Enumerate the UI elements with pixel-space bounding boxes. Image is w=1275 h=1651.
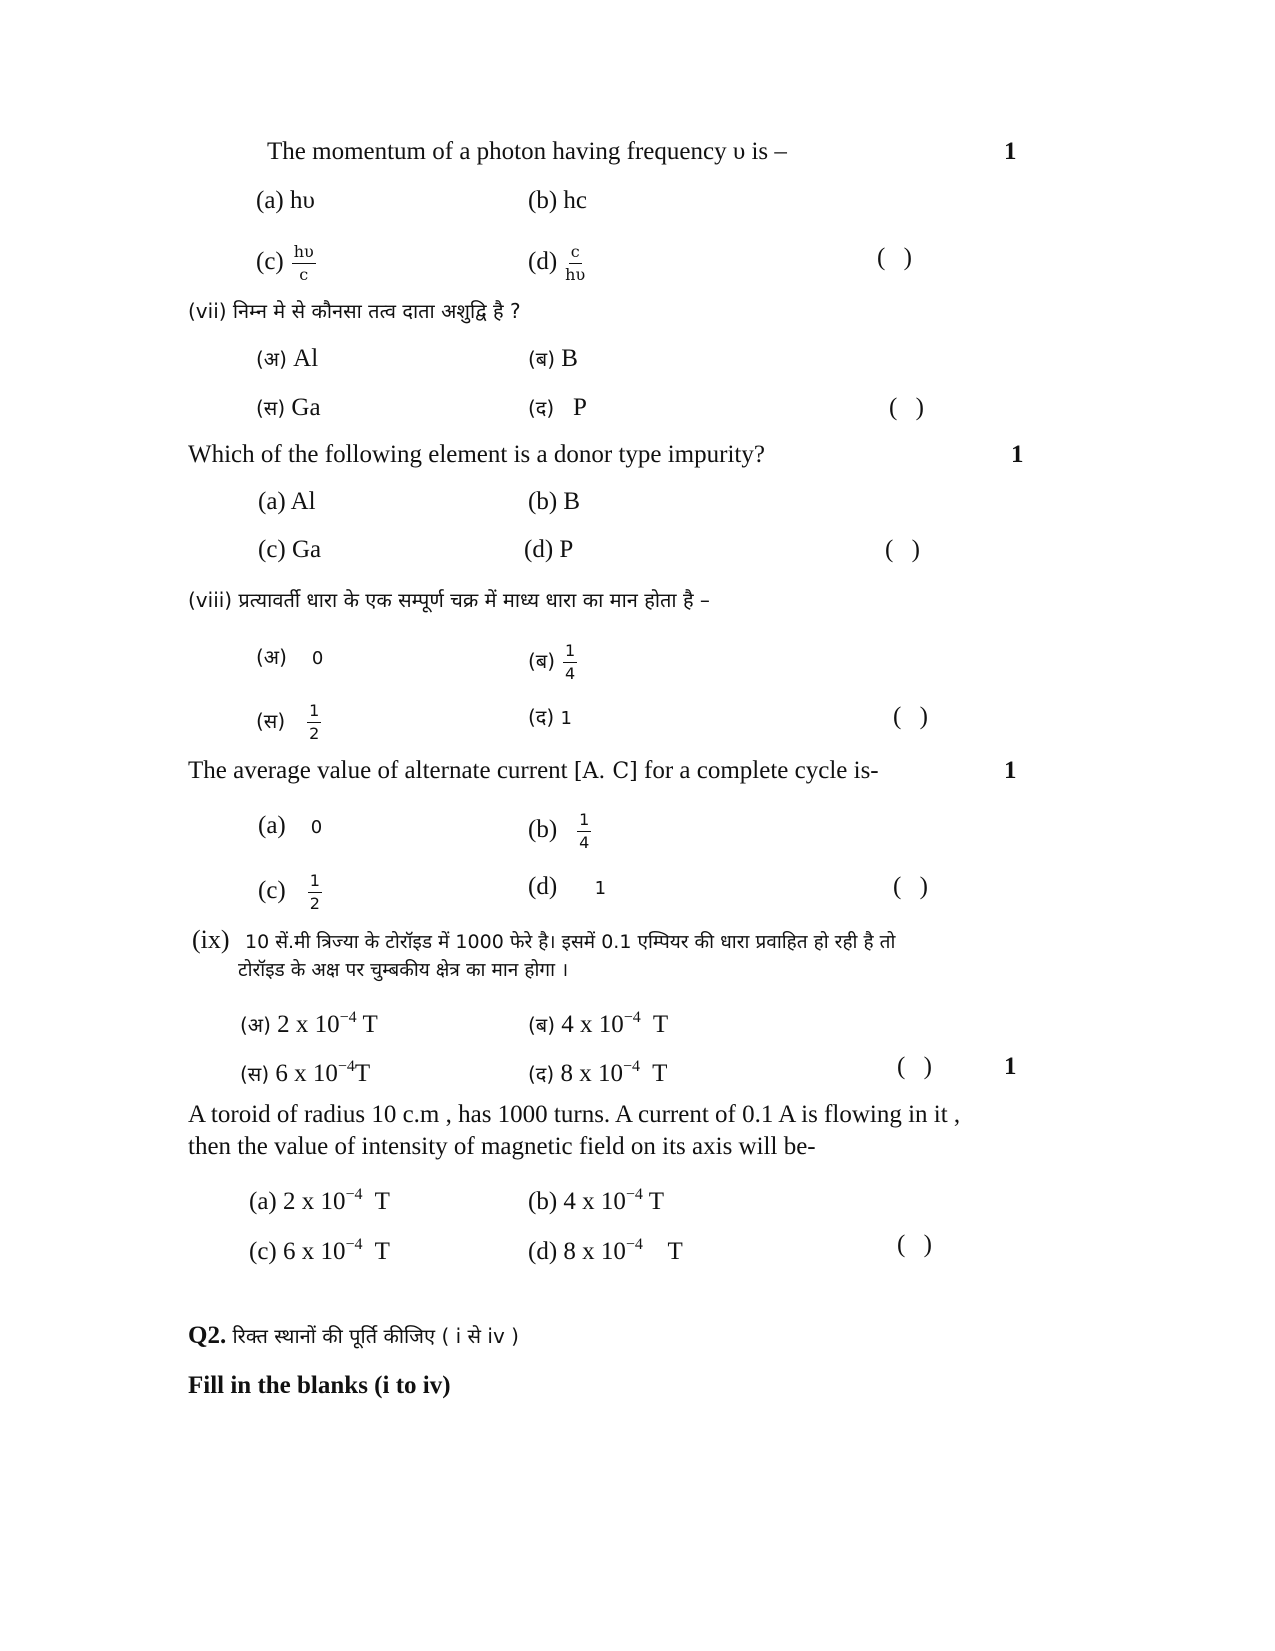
numerator: 1	[577, 811, 591, 832]
option-label: (अ)	[240, 1013, 271, 1037]
question-text: निम्न मे से कौनसा तत्व दाता अशुद्वि है ?	[232, 299, 521, 323]
option-d	[528, 702, 572, 734]
option-unit: T	[374, 1188, 390, 1215]
option-base: 2 x 10	[277, 1011, 340, 1038]
question-text: प्रत्यावर्ती धारा के एक सम्पूर्ण चक्र में माध्य धारा का मान होता है –	[238, 588, 710, 612]
option-c	[240, 1052, 370, 1089]
numerator: 1	[308, 872, 322, 893]
option-label: (स)	[240, 1062, 270, 1086]
option-value: 1	[560, 708, 572, 729]
option-c	[256, 393, 321, 423]
ac-symbol: [A. C]	[573, 759, 638, 784]
option-label: (ब)	[528, 649, 556, 674]
fraction	[577, 811, 591, 852]
option-value: hυ	[290, 187, 315, 214]
option-value: P	[572, 394, 587, 421]
section-heading-hi	[188, 1321, 519, 1351]
option-label: (स)	[256, 709, 286, 734]
answer-box: ( )	[893, 873, 934, 900]
option-a	[256, 642, 323, 674]
option-b	[528, 642, 577, 683]
option-label: (b)	[528, 1188, 558, 1215]
question-part: The average value of alternate current	[188, 757, 574, 784]
option-label: (c)	[256, 248, 284, 276]
question-text: Which of the following element is a donor type impurity?	[188, 441, 765, 468]
question-number	[192, 925, 230, 956]
marks: 1	[1004, 138, 1017, 165]
option-a	[258, 487, 316, 517]
question-text: The momentum of a photon having frequency υ is –	[267, 138, 787, 165]
option-a	[258, 811, 322, 843]
option-base: 8 x 10	[563, 1238, 626, 1265]
question-text	[188, 756, 879, 787]
option-value: Al	[290, 488, 316, 515]
option-d	[528, 243, 585, 284]
option-label: (d)	[524, 536, 554, 563]
answer-box: ( )	[889, 394, 930, 421]
option-value: Ga	[292, 536, 322, 563]
option-c	[258, 872, 322, 913]
option-unit: T	[648, 1188, 665, 1215]
section-heading-en: Fill in the blanks (i to iv)	[188, 1372, 451, 1399]
fraction	[308, 872, 322, 913]
option-value: Al	[293, 345, 319, 372]
marks: 1	[1004, 757, 1017, 784]
option-label: (a)	[258, 812, 286, 839]
section-title-hi: रिक्त स्थानों की पूर्ति कीजिए ( i से iv )	[232, 1324, 519, 1348]
option-label: (b)	[528, 816, 558, 844]
option-label: (c)	[258, 536, 286, 563]
numerator: c	[569, 243, 582, 264]
question-hi	[188, 585, 710, 615]
option-c	[256, 243, 316, 284]
option-exponent: −4	[625, 1186, 643, 1203]
section-number: Q2.	[188, 1322, 227, 1349]
answer-box: ( )	[897, 1053, 938, 1080]
option-value: 0	[310, 817, 323, 838]
marks: 1	[1004, 1053, 1017, 1080]
marks: 1	[1011, 441, 1024, 468]
option-b	[528, 344, 578, 374]
option-label: (द)	[528, 396, 555, 420]
option-d	[528, 1052, 667, 1089]
option-c	[258, 535, 321, 565]
option-label: (b)	[528, 187, 558, 214]
option-base: 4 x 10	[561, 1011, 624, 1038]
question-line-1: A toroid of radius 10 c.m , has 1000 turns. A current of 0.1 A is flowing in it ,	[188, 1101, 961, 1128]
option-b	[528, 186, 587, 216]
option-a	[249, 1180, 390, 1217]
option-unit: T	[374, 1238, 390, 1265]
option-b	[528, 487, 580, 517]
option-unit: T	[354, 1060, 371, 1087]
question-line-2: then the value of intensity of magnetic field on its axis will be-	[188, 1133, 816, 1160]
option-label: (a)	[258, 488, 286, 515]
option-a	[256, 186, 315, 216]
fraction	[565, 243, 585, 284]
option-unit: T	[362, 1011, 378, 1038]
question-number: (vii)	[188, 299, 227, 323]
option-exponent: −4	[339, 1009, 357, 1026]
option-d	[524, 535, 573, 565]
option-label: (d)	[528, 248, 558, 276]
denominator: 4	[565, 664, 576, 683]
option-label: (द)	[528, 1062, 555, 1086]
fraction	[307, 702, 321, 743]
option-unit: T	[652, 1011, 669, 1038]
option-exponent: −4	[337, 1058, 355, 1075]
answer-box: ( )	[885, 536, 926, 563]
fraction	[292, 243, 316, 284]
question-hi	[188, 296, 521, 326]
option-unit: T	[652, 1060, 668, 1087]
numerator: 1	[563, 642, 577, 663]
option-base: 6 x 10	[275, 1060, 338, 1087]
option-label: (अ)	[256, 645, 287, 669]
answer-box: ( )	[893, 703, 934, 730]
question-line-1: 10 सें.मी त्रिज्या के टोरॉइड में 1000 फेरे है। इसमें 0.1 एम्पियर की धारा प्रवाहित हो रही है तो	[245, 931, 896, 953]
denominator: 2	[309, 724, 320, 743]
option-value: B	[561, 345, 578, 372]
option-label: (अ)	[256, 347, 287, 371]
option-label: (b)	[528, 488, 558, 515]
option-b	[528, 811, 591, 852]
option-d	[528, 872, 606, 904]
option-d	[528, 1230, 683, 1267]
option-a	[256, 344, 318, 374]
option-value: Ga	[291, 394, 321, 421]
option-exponent: −4	[622, 1058, 641, 1075]
option-c	[256, 702, 321, 743]
option-label: (d)	[528, 1238, 558, 1265]
option-label: (स)	[256, 396, 286, 420]
option-unit: T	[667, 1238, 683, 1265]
denominator: 4	[579, 833, 590, 852]
question-number: (viii)	[188, 588, 233, 612]
denominator: c	[299, 265, 309, 284]
fraction	[563, 642, 577, 683]
option-label: (ब)	[528, 1013, 556, 1037]
option-value: B	[563, 488, 581, 515]
option-label: (a)	[256, 187, 284, 214]
question-part: for a complete cycle is-	[637, 757, 879, 784]
option-b	[528, 1003, 668, 1040]
option-label: (c)	[249, 1238, 277, 1265]
option-label: (a)	[249, 1188, 277, 1215]
option-c	[249, 1230, 390, 1267]
option-exponent: −4	[625, 1236, 643, 1253]
option-exponent: −4	[345, 1236, 363, 1253]
option-label: (द)	[528, 705, 555, 729]
option-value: 1	[594, 878, 607, 899]
option-label: (d)	[528, 873, 558, 900]
answer-box: ( )	[897, 1231, 938, 1258]
option-base: 8 x 10	[560, 1060, 623, 1087]
option-exponent: −4	[345, 1186, 363, 1203]
option-d	[528, 393, 587, 423]
option-base: 2 x 10	[283, 1188, 346, 1215]
option-base: 6 x 10	[283, 1238, 346, 1265]
option-a	[240, 1003, 378, 1040]
option-value: hc	[563, 187, 588, 214]
option-label: (c)	[258, 877, 286, 905]
option-label: (ब)	[528, 347, 556, 371]
option-value: P	[559, 536, 574, 563]
denominator: 2	[309, 894, 320, 913]
numerator: 1	[307, 702, 321, 723]
question-line-2: टोरॉइड के अक्ष पर चुम्बकीय क्षेत्र का मान होगा ।	[238, 959, 569, 981]
option-exponent: −4	[623, 1009, 641, 1026]
number-text: (ix)	[192, 925, 230, 954]
answer-box: ( )	[877, 244, 918, 271]
denominator: hυ	[565, 265, 586, 284]
option-base: 4 x 10	[563, 1188, 626, 1215]
option-b	[528, 1180, 664, 1217]
option-value: 0	[311, 648, 324, 669]
numerator: hυ	[292, 243, 316, 264]
